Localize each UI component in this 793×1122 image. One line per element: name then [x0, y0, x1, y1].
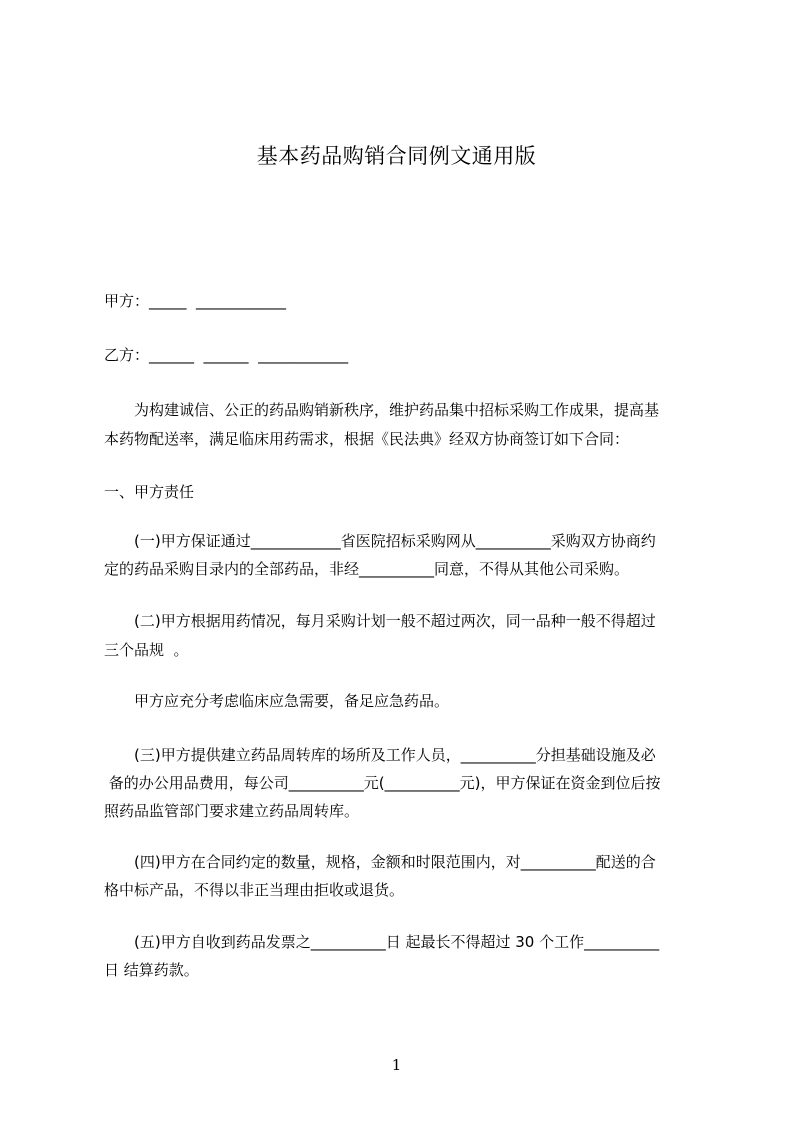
- page-number: 1: [391, 1056, 402, 1074]
- document-title: 基本药品购销合同例文通用版: [256, 144, 537, 168]
- clause-3-line-1: (三)甲方提供建立药品周转库的场所及工作人员，__________分担基础设施及必: [134, 746, 656, 764]
- preamble-line-2: 本药物配送率，满足临床用药需求，根据《民法典》经双方协商签订如下合同：: [104, 430, 630, 448]
- clause-3-line-3: 照药品监管部门要求建立药品周转库。: [104, 802, 360, 820]
- clause-5-line-2: 日 结算药款。: [104, 961, 199, 979]
- clause-1-line-1: (一)甲方保证通过____________省医院招标采购网从__________采购双方协商约: [134, 532, 656, 550]
- preamble-line-1: 为构建诚信、公正的药品购销新秩序，维护药品集中招标采购工作成果，提高基: [134, 401, 660, 419]
- party-a-line: 甲方：_____ ____________: [104, 292, 287, 310]
- clause-4-line-1: (四)甲方在合同约定的数量，规格，金额和时限范围内，对__________配送的合: [134, 853, 656, 871]
- clause-4-line-2: 格中标产品，不得以非正当理由拒收或退货。: [104, 881, 405, 899]
- clause-1-line-2: 定的药品采购目录内的全部药品，非经__________同意，不得从其他公司采购。: [104, 560, 630, 578]
- clause-2-line-1: (二)甲方根据用药情况，每月采购计划一般不超过两次，同一品种一般不得超过: [134, 612, 656, 630]
- emergency-note: 甲方应充分考虑临床应急需要，备足应急药品。: [134, 692, 450, 710]
- section-heading-party-a-duties: 一、甲方责任: [104, 483, 195, 501]
- clause-2-line-2: 三个品规 。: [104, 641, 189, 659]
- party-b-line: 乙方：______ ______ ____________: [104, 346, 349, 364]
- clause-3-line-2: 备的办公用品费用，每公司__________元(__________元)，甲方保证在资金到位后按: [104, 774, 661, 792]
- clause-5-line-1: (五)甲方自收到药品发票之__________日 起最长不得超过 30 个工作__________: [134, 933, 660, 951]
